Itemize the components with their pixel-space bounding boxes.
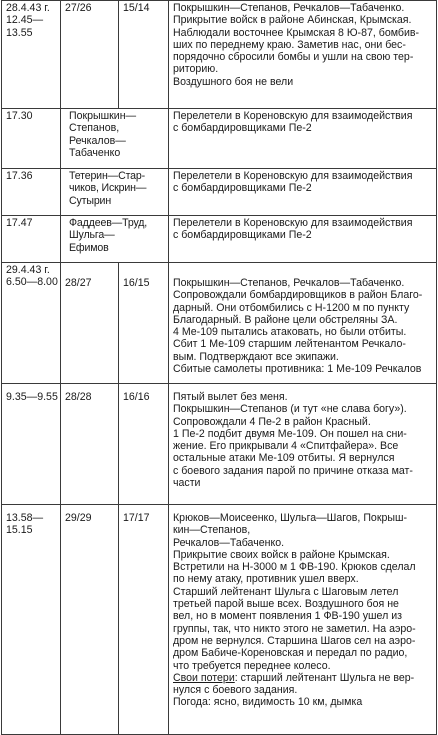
sortie-count-cell	[119, 384, 169, 505]
description-line: Покрышкин—Степанов, Речкалов—Табаченко.	[173, 2, 405, 14]
description-line: Перелетели в Кореновскую для взаимодействия	[173, 217, 413, 229]
crew-line: Покрышкин—	[69, 110, 137, 122]
description-line: Прикрытие своих войск в районе Крымская.	[173, 548, 390, 561]
description-line: Покрышкин—Степанов, Речкалов—Табаченко.	[173, 277, 405, 289]
crew-cell	[61, 505, 119, 735]
description-cell	[169, 263, 437, 384]
description-line: кин—Степанов,	[173, 524, 251, 537]
date-time-line: 12.45—	[6, 14, 44, 27]
crew-line: чиков, Искрин—	[69, 182, 147, 195]
description-line: Сопровождали 4 Пе-2 в район Красный.	[173, 415, 371, 428]
description-line: Наблюдали восточнее Крымская 8 Ю-87, бомбив-	[173, 26, 420, 39]
date-time-line: 9.35—9.55	[6, 391, 58, 403]
date-time-cell	[2, 169, 61, 216]
crew-line: Табаченко	[69, 146, 121, 159]
log-row	[2, 1, 437, 109]
crew-cell	[61, 169, 169, 216]
description-cell	[169, 216, 437, 263]
crew-line: Тетерин—Стар-	[69, 170, 146, 182]
date-time-line: 6.50—8.00	[6, 276, 58, 289]
date-time-line: 17.47	[6, 217, 33, 229]
sortie-count: 16/16	[123, 391, 150, 403]
description-line: дарный. Они отбомбились с Н-1200 м по пункту	[173, 301, 410, 314]
crew-cell	[61, 216, 169, 263]
description-line: Прикрытие войск в районе Абинская, Крымская.	[173, 14, 412, 27]
description-line: Речкалов—Табаченко.	[173, 536, 285, 549]
sortie-count: 28/28	[65, 391, 92, 403]
log-row	[2, 263, 437, 384]
crew-cell	[61, 384, 119, 505]
date-time-cell	[2, 109, 61, 169]
description-line: нулся с боевого задания.	[173, 684, 298, 697]
sortie-count: 27/26	[65, 2, 92, 14]
description-line: жение. Его прикрывали 4 «Спитфайера». Все	[173, 440, 399, 453]
losses-text: : старший лейтенант Шульга не вер-	[234, 671, 415, 684]
crew-line: Фаддеев—Труд,	[69, 217, 148, 229]
description-line: вым. Подтверждают все экипажи.	[173, 350, 339, 363]
date-time-line: 17.30	[6, 110, 33, 122]
crew-cell	[61, 109, 169, 169]
date-time-line: 28.4.43 г.	[6, 2, 50, 14]
date-time-line: 13.58—	[6, 512, 44, 524]
description-line: дром не вернулся. Старшина Шагов сел на аэро-	[173, 634, 416, 647]
description-line: Встретили на Н-3000 м 1 ФВ-190. Крюков сделал	[173, 561, 416, 574]
description-line: Покрышкин—Степанов (и тут «не слава богу»).	[173, 403, 407, 416]
description-line: Пятый вылет без меня.	[173, 391, 288, 403]
description-line: вел, но в момент появления 1 ФВ-190 ушел из	[173, 610, 402, 623]
sortie-count: 17/17	[123, 512, 150, 524]
description-line: по нему атаку, противник ушел вверх.	[173, 573, 359, 586]
description-line: Старший лейтенант Шульга с Шаговым летел	[173, 585, 399, 598]
losses-label: Свои потери	[173, 671, 235, 684]
description-cell	[169, 384, 437, 505]
crew-cell	[61, 263, 119, 384]
date-time-cell	[2, 1, 61, 109]
description-line: Сопровождали бомбардировщиков в район Благо-	[173, 289, 423, 302]
description-line: Перелетели в Кореновскую для взаимодействия	[173, 110, 413, 122]
date-time-cell	[2, 216, 61, 263]
sortie-count: 16/15	[123, 277, 150, 289]
sortie-count: 15/14	[123, 2, 150, 14]
date-time-line: 17.36	[6, 170, 33, 182]
description-line: порядочно сбросили бомбы и ушли на свою тер-	[173, 51, 414, 64]
date-time-line: 29.4.43 г.	[6, 264, 50, 276]
description-line: с бомбардировщиками Пе-2	[173, 122, 312, 135]
description-line: Крюков—Моисеенко, Шульга—Шагов, Покрыш-	[173, 512, 407, 524]
description-line: с боевого задания парой по причине отказа мат-	[173, 464, 413, 477]
date-time-line: 15.15	[6, 524, 33, 537]
description-line: Сбитые самолеты противника: 1 Ме-109 Речкалов	[173, 363, 422, 376]
description-cell	[169, 169, 437, 216]
log-row	[2, 384, 437, 505]
sortie-count: 28/27	[65, 277, 92, 289]
description-line: с бомбардировщиками Пе-2	[173, 182, 312, 195]
date-time-cell	[2, 263, 61, 384]
description-line: части	[173, 477, 201, 490]
description-line: Перелетели в Кореновскую для взаимодействия	[173, 170, 413, 182]
description-line: 4 Ме-109 пытались атаковать, но были отбиты.	[173, 326, 407, 339]
date-time-cell	[2, 505, 61, 735]
crew-line: Речкалов—	[69, 134, 126, 147]
date-time-line: 13.55	[6, 26, 33, 39]
description-cell	[169, 1, 437, 109]
crew-cell	[61, 1, 119, 109]
sortie-count: 29/29	[65, 512, 92, 524]
description-line: с бомбардировщиками Пе-2	[173, 229, 312, 242]
date-time-cell	[2, 384, 61, 505]
description-line: что требуется переднее колесо.	[173, 659, 331, 672]
crew-line: Шульга—	[69, 229, 115, 242]
log-row	[2, 216, 437, 263]
sortie-count-cell	[119, 505, 169, 735]
description-line: 1 Пе-2 подбит двумя Ме-109. Он пошел на сни-	[173, 427, 407, 440]
crew-line: Степанов,	[69, 122, 120, 135]
crew-line: Сутырин	[69, 194, 112, 207]
crew-line: Ефимов	[69, 241, 109, 254]
log-row	[2, 505, 437, 735]
description-line: Сбит 1 Ме-109 старшим лейтенантом Речкало-	[173, 338, 406, 351]
sortie-count-cell	[119, 263, 169, 384]
flight-log-table	[1, 0, 437, 735]
description-line: Воздушного боя не вели	[173, 75, 294, 88]
log-row	[2, 169, 437, 216]
description-line: Благодарный. В районе цели обстреляны ЗА.	[173, 313, 398, 326]
description-cell	[169, 505, 437, 735]
description-cell	[169, 109, 437, 169]
description-line: риторию.	[173, 63, 219, 76]
log-row	[2, 109, 437, 169]
description-line: третьей парой выше всех. Воздушного боя не	[173, 598, 399, 611]
losses-line	[173, 672, 433, 684]
description-line: ших по переднему краю. Заметив нас, они бес-	[173, 38, 406, 51]
sortie-count-cell	[119, 1, 169, 109]
description-line: дром Бабиче-Кореновская и передал по радио,	[173, 647, 408, 660]
description-line: группы, так, что никто этого не заметил. На аэро-	[173, 622, 416, 635]
weather-line: Погода: ясно, видимость 10 км, дымка	[173, 696, 363, 709]
description-line: остальные атаки Ме-109 отбиты. Я вернулся	[173, 452, 395, 465]
